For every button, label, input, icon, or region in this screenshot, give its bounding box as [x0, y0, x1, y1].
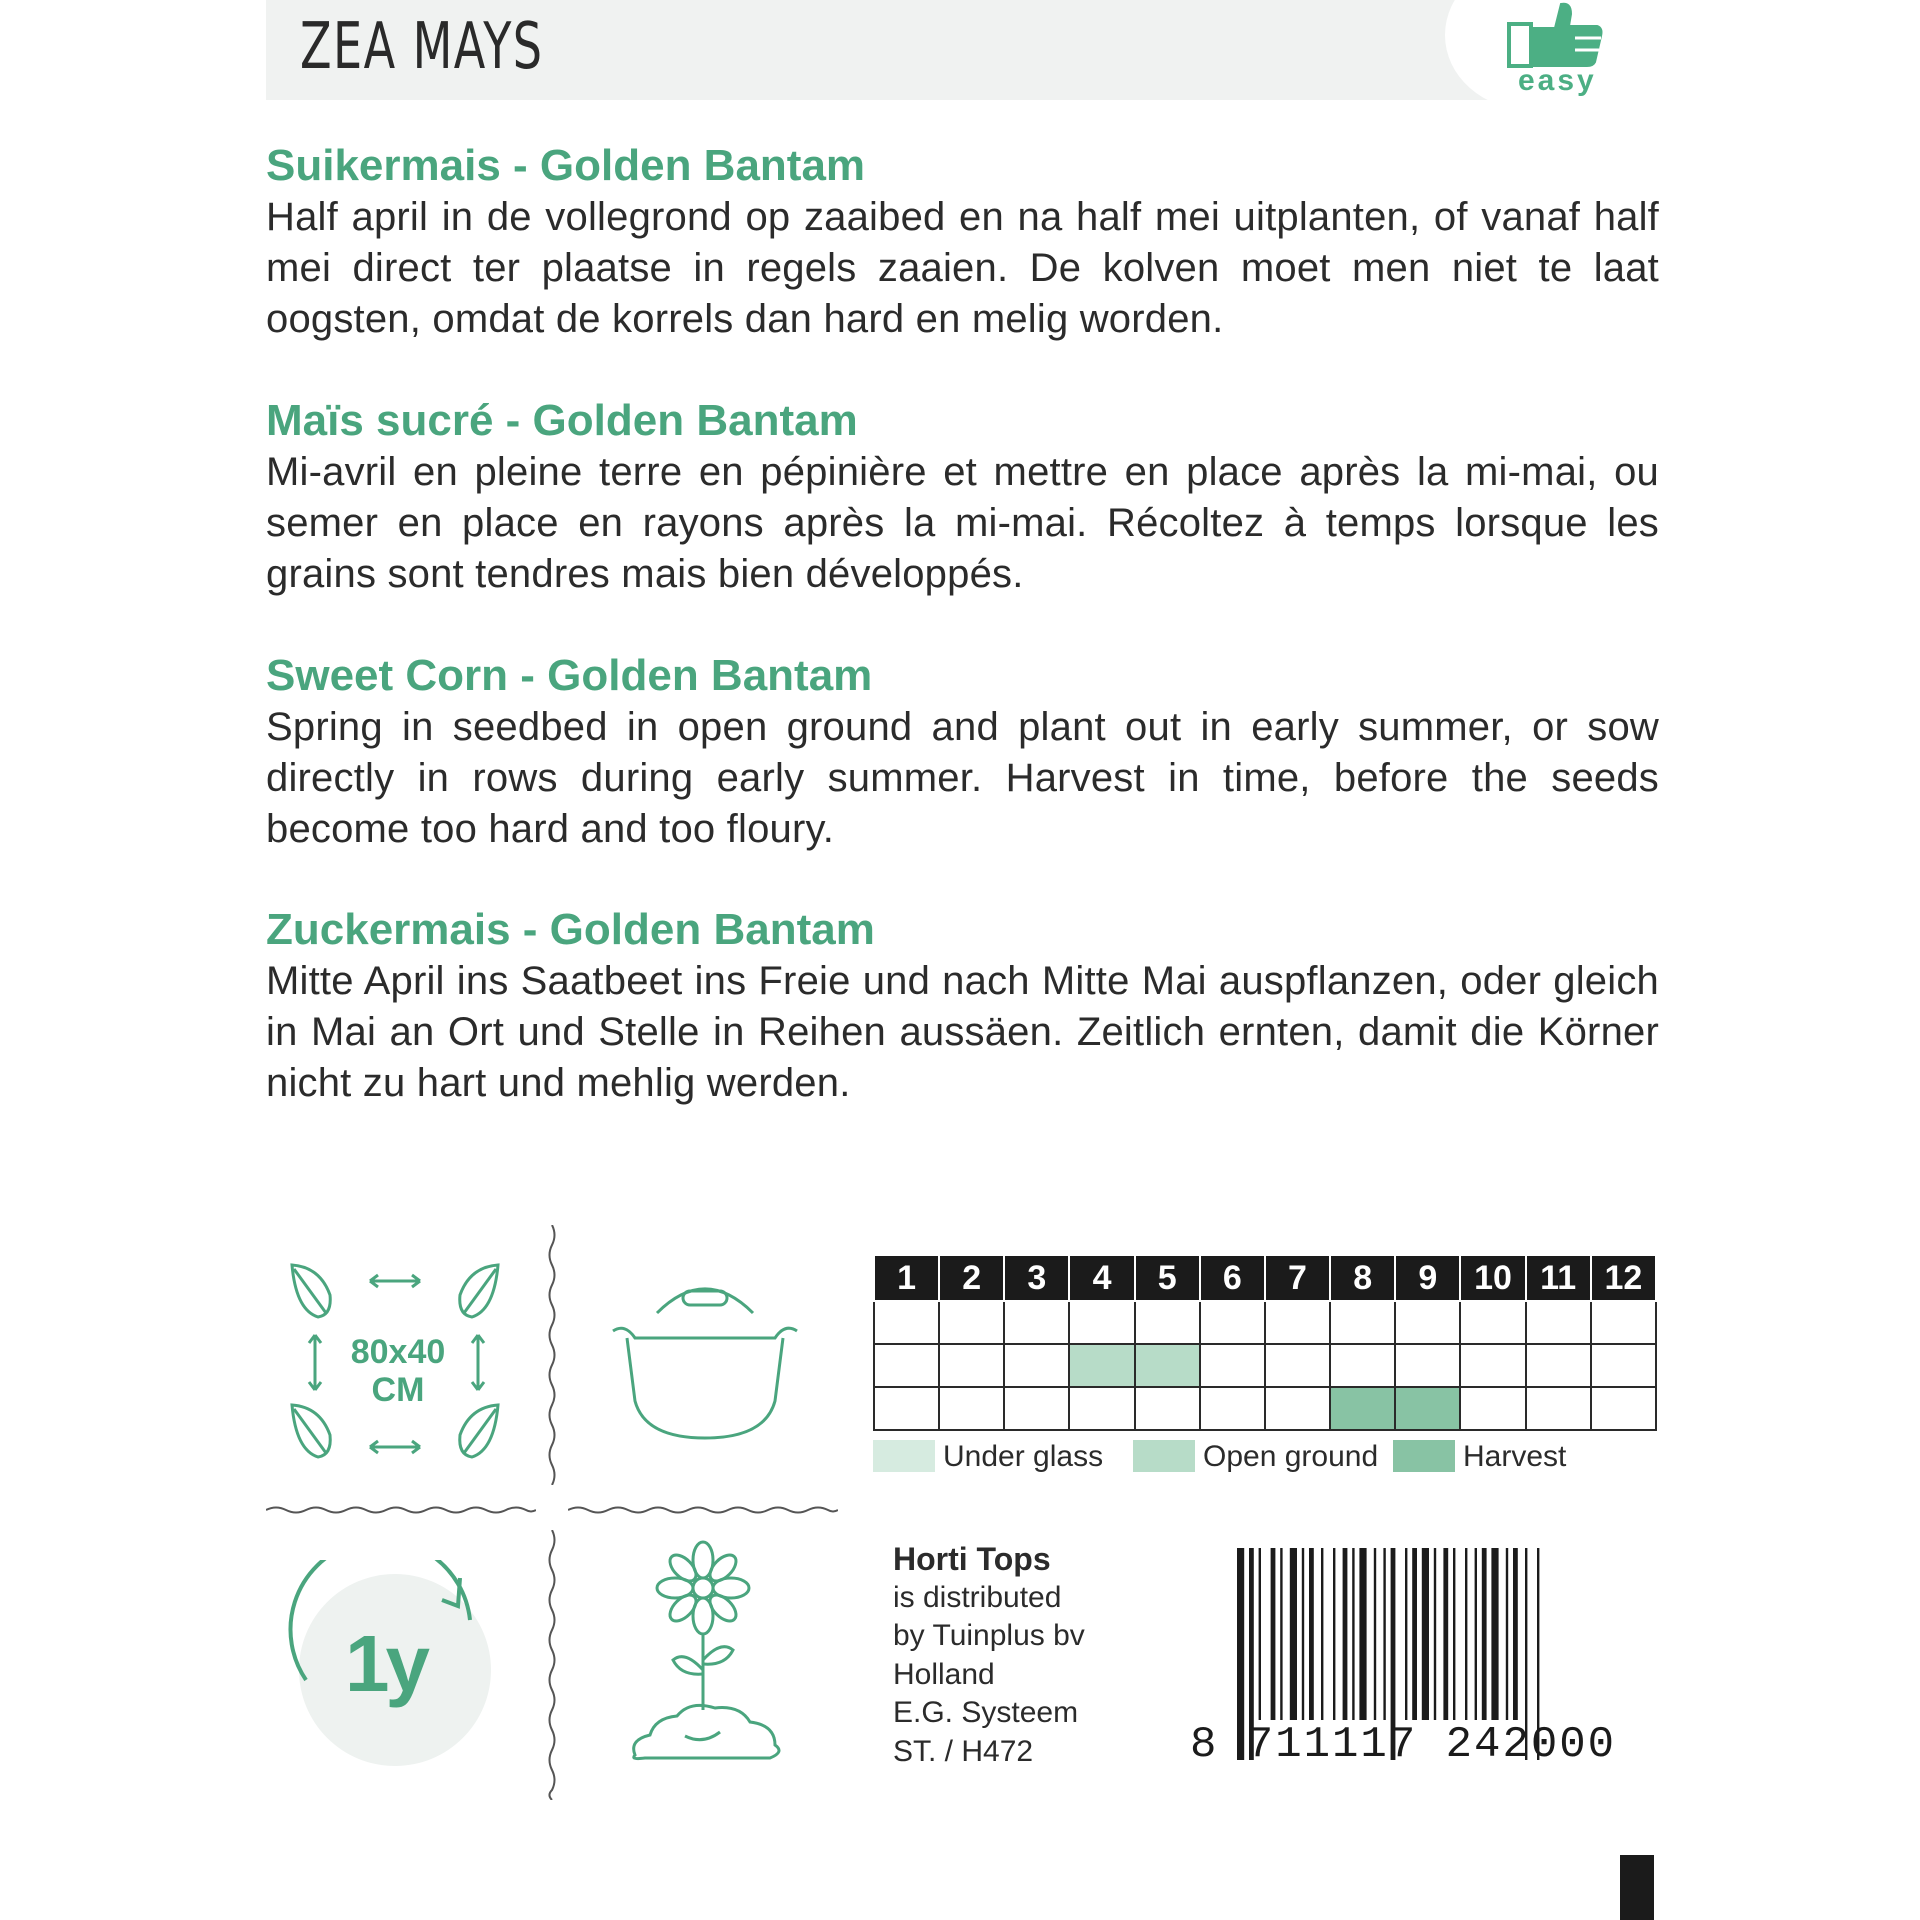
month-header: 2: [939, 1256, 1004, 1301]
sowing-calendar: [873, 1256, 1657, 1431]
page-title: ZEA MAYS: [300, 10, 544, 84]
month-header: 6: [1200, 1256, 1265, 1301]
barcode-bar: [1352, 1548, 1354, 1720]
month-header: 7: [1265, 1256, 1330, 1301]
section-title: Maïs sucré - Golden Bantam: [266, 396, 858, 445]
barcode-bar: [1321, 1548, 1323, 1720]
barcode-bar: [1465, 1548, 1467, 1720]
section-title: Zuckermais - Golden Bantam: [266, 905, 875, 954]
registration-mark: [1620, 1855, 1654, 1920]
spacing-unit: CM: [371, 1371, 425, 1409]
calendar-cell: [1460, 1344, 1525, 1387]
calendar-header-row: [874, 1256, 1656, 1301]
legend-swatch: [1393, 1440, 1455, 1472]
section-title: Sweet Corn - Golden Bantam: [266, 651, 873, 700]
calendar-cell: [1591, 1344, 1656, 1387]
barcode-bar: [1309, 1548, 1314, 1720]
barcode-bar: [1422, 1548, 1429, 1720]
calendar-row: [874, 1387, 1656, 1430]
calendar-cell: [1069, 1344, 1134, 1387]
barcode-bar: [1280, 1548, 1282, 1720]
calendar-cell: [1135, 1344, 1200, 1387]
section-body: Spring in seedbed in open ground and plant out in early summer, or sow directly in rows during early summer. Harvest in time, before the seeds become too hard and too floury.: [266, 705, 1659, 851]
legend-swatch: [1133, 1440, 1195, 1472]
calendar-cell: [1330, 1344, 1395, 1387]
barcode-bar: [1359, 1548, 1366, 1720]
legend-label: Harvest: [1463, 1440, 1567, 1473]
calendar-cell: [1135, 1387, 1200, 1430]
section-german: [266, 904, 1659, 1109]
distributor-line: Holland: [893, 1657, 995, 1691]
month-header: 9: [1395, 1256, 1460, 1301]
calendar-cell: [939, 1387, 1004, 1430]
calendar-cell: [874, 1301, 939, 1344]
divider-vertical-bottom: [545, 1530, 559, 1800]
calendar-cell: [1526, 1344, 1591, 1387]
lifecycle-label: 1y: [345, 1619, 426, 1708]
calendar-cell: [939, 1301, 1004, 1344]
section-title: Suikermais - Golden Bantam: [266, 141, 866, 190]
barcode-bar: [1453, 1548, 1455, 1720]
calendar-cell: [1200, 1301, 1265, 1344]
calendar-cell: [874, 1344, 939, 1387]
section-body: Mitte April ins Saatbeet ins Freie und nach Mitte Mai auspflanzen, oder gleich in Mai an Ort und Stelle in Reihen aussäen. Zeitlich ernten, damit die Körner nicht zu hart und mehlig werden.: [266, 959, 1659, 1105]
calendar-cell: [1395, 1344, 1460, 1387]
divider-horizontal-left: [266, 1503, 536, 1517]
calendar-cell: [1265, 1387, 1330, 1430]
month-header: 8: [1330, 1256, 1395, 1301]
month-header: 10: [1460, 1256, 1525, 1301]
legend-label: Open ground: [1203, 1440, 1379, 1473]
divider-vertical-top: [545, 1225, 559, 1485]
calendar-legend: [873, 1440, 1673, 1480]
calendar-cell: [1069, 1301, 1134, 1344]
calendar-cell: [1591, 1301, 1656, 1344]
calendar-cell: [1526, 1301, 1591, 1344]
barcode-bar: [1374, 1548, 1376, 1720]
barcode-bar: [1506, 1548, 1508, 1720]
barcode-bar: [1491, 1548, 1498, 1720]
barcode-bar: [1405, 1548, 1407, 1720]
month-header: 5: [1135, 1256, 1200, 1301]
barcode-bar: [1482, 1548, 1487, 1720]
barcode-bar: [1343, 1548, 1348, 1720]
legend-swatch: [873, 1440, 935, 1472]
divider-horizontal-right: [568, 1503, 838, 1517]
barcode-bar: [1383, 1548, 1385, 1720]
month-header: 3: [1004, 1256, 1069, 1301]
distributor-line: E.G. Systeem: [893, 1696, 1079, 1729]
month-header: 12: [1591, 1256, 1656, 1301]
calendar-cell: [1330, 1387, 1395, 1430]
spacing-label: [343, 1333, 453, 1409]
calendar-cell: [1460, 1387, 1525, 1430]
calendar-cell: [1265, 1344, 1330, 1387]
section-body: Half april in de vollegrond op zaaibed en na half mei uitplanten, of vanaf half mei direct ter plaatse in regels zaaien. De kolven moet men niet te laat oogsten, omdat de korrels dan hard en melig worden.: [266, 195, 1659, 341]
barcode-bar: [1333, 1548, 1335, 1720]
flower-icon: [615, 1540, 795, 1770]
month-header: 1: [874, 1256, 939, 1301]
calendar-row: [874, 1344, 1656, 1387]
barcode-bar: [1475, 1548, 1477, 1720]
barcode-bar: [1259, 1548, 1261, 1720]
calendar-cell: [1591, 1387, 1656, 1430]
calendar-cell: [1004, 1387, 1069, 1430]
calendar-cell: [1004, 1301, 1069, 1344]
calendar-cell: [1004, 1344, 1069, 1387]
calendar-cell: [939, 1344, 1004, 1387]
spacing-value: 80x40: [350, 1333, 446, 1371]
easy-badge-label: easy: [1518, 64, 1597, 97]
section-body: Mi-avril en pleine terre en pépinière et mettre en place après la mi-mai, ou semer en place en rayons après la mi-mai. Récoltez à temps lorsque les grains sont tendres mais bien développés.: [266, 450, 1659, 596]
legend-label: Under glass: [943, 1440, 1104, 1473]
month-header: 11: [1526, 1256, 1591, 1301]
barcode-bar: [1513, 1548, 1518, 1720]
section-french: [266, 395, 1659, 600]
barcode-bar: [1412, 1548, 1417, 1720]
barcode-bar: [1290, 1548, 1297, 1720]
barcode-bar: [1434, 1548, 1436, 1720]
barcode-bar: [1443, 1548, 1448, 1720]
calendar-cell: [1265, 1301, 1330, 1344]
distributor-line: by Tuinplus bv: [893, 1619, 1085, 1652]
calendar-cell: [1069, 1387, 1134, 1430]
calendar-cell: [1135, 1301, 1200, 1344]
calendar-cell: [1526, 1387, 1591, 1430]
calendar-row: [874, 1301, 1656, 1344]
calendar-cell: [1330, 1301, 1395, 1344]
section-dutch: [266, 140, 1659, 345]
distributor-line: ST. / H472: [893, 1734, 1034, 1768]
barcode-bar: [1302, 1548, 1304, 1720]
barcode-bar: [1271, 1548, 1276, 1720]
barcode-digits: 8 711117 242000: [1190, 1720, 1617, 1770]
section-english: [266, 650, 1659, 855]
distributor-line: is distributed: [893, 1580, 1062, 1614]
calendar-cell: [1200, 1344, 1265, 1387]
calendar-cell: [1395, 1301, 1460, 1344]
thumbs-up-icon: [1505, 0, 1605, 70]
calendar-cell: [1200, 1387, 1265, 1430]
calendar-cell: [1460, 1301, 1525, 1344]
sowing-pot-icon: [605, 1283, 805, 1453]
calendar-table: [873, 1256, 1657, 1431]
distributor-info: [893, 1540, 1085, 1771]
calendar-cell: [874, 1387, 939, 1430]
month-header: 4: [1069, 1256, 1134, 1301]
brand-name: Horti Tops: [893, 1541, 1051, 1577]
calendar-cell: [1395, 1387, 1460, 1430]
